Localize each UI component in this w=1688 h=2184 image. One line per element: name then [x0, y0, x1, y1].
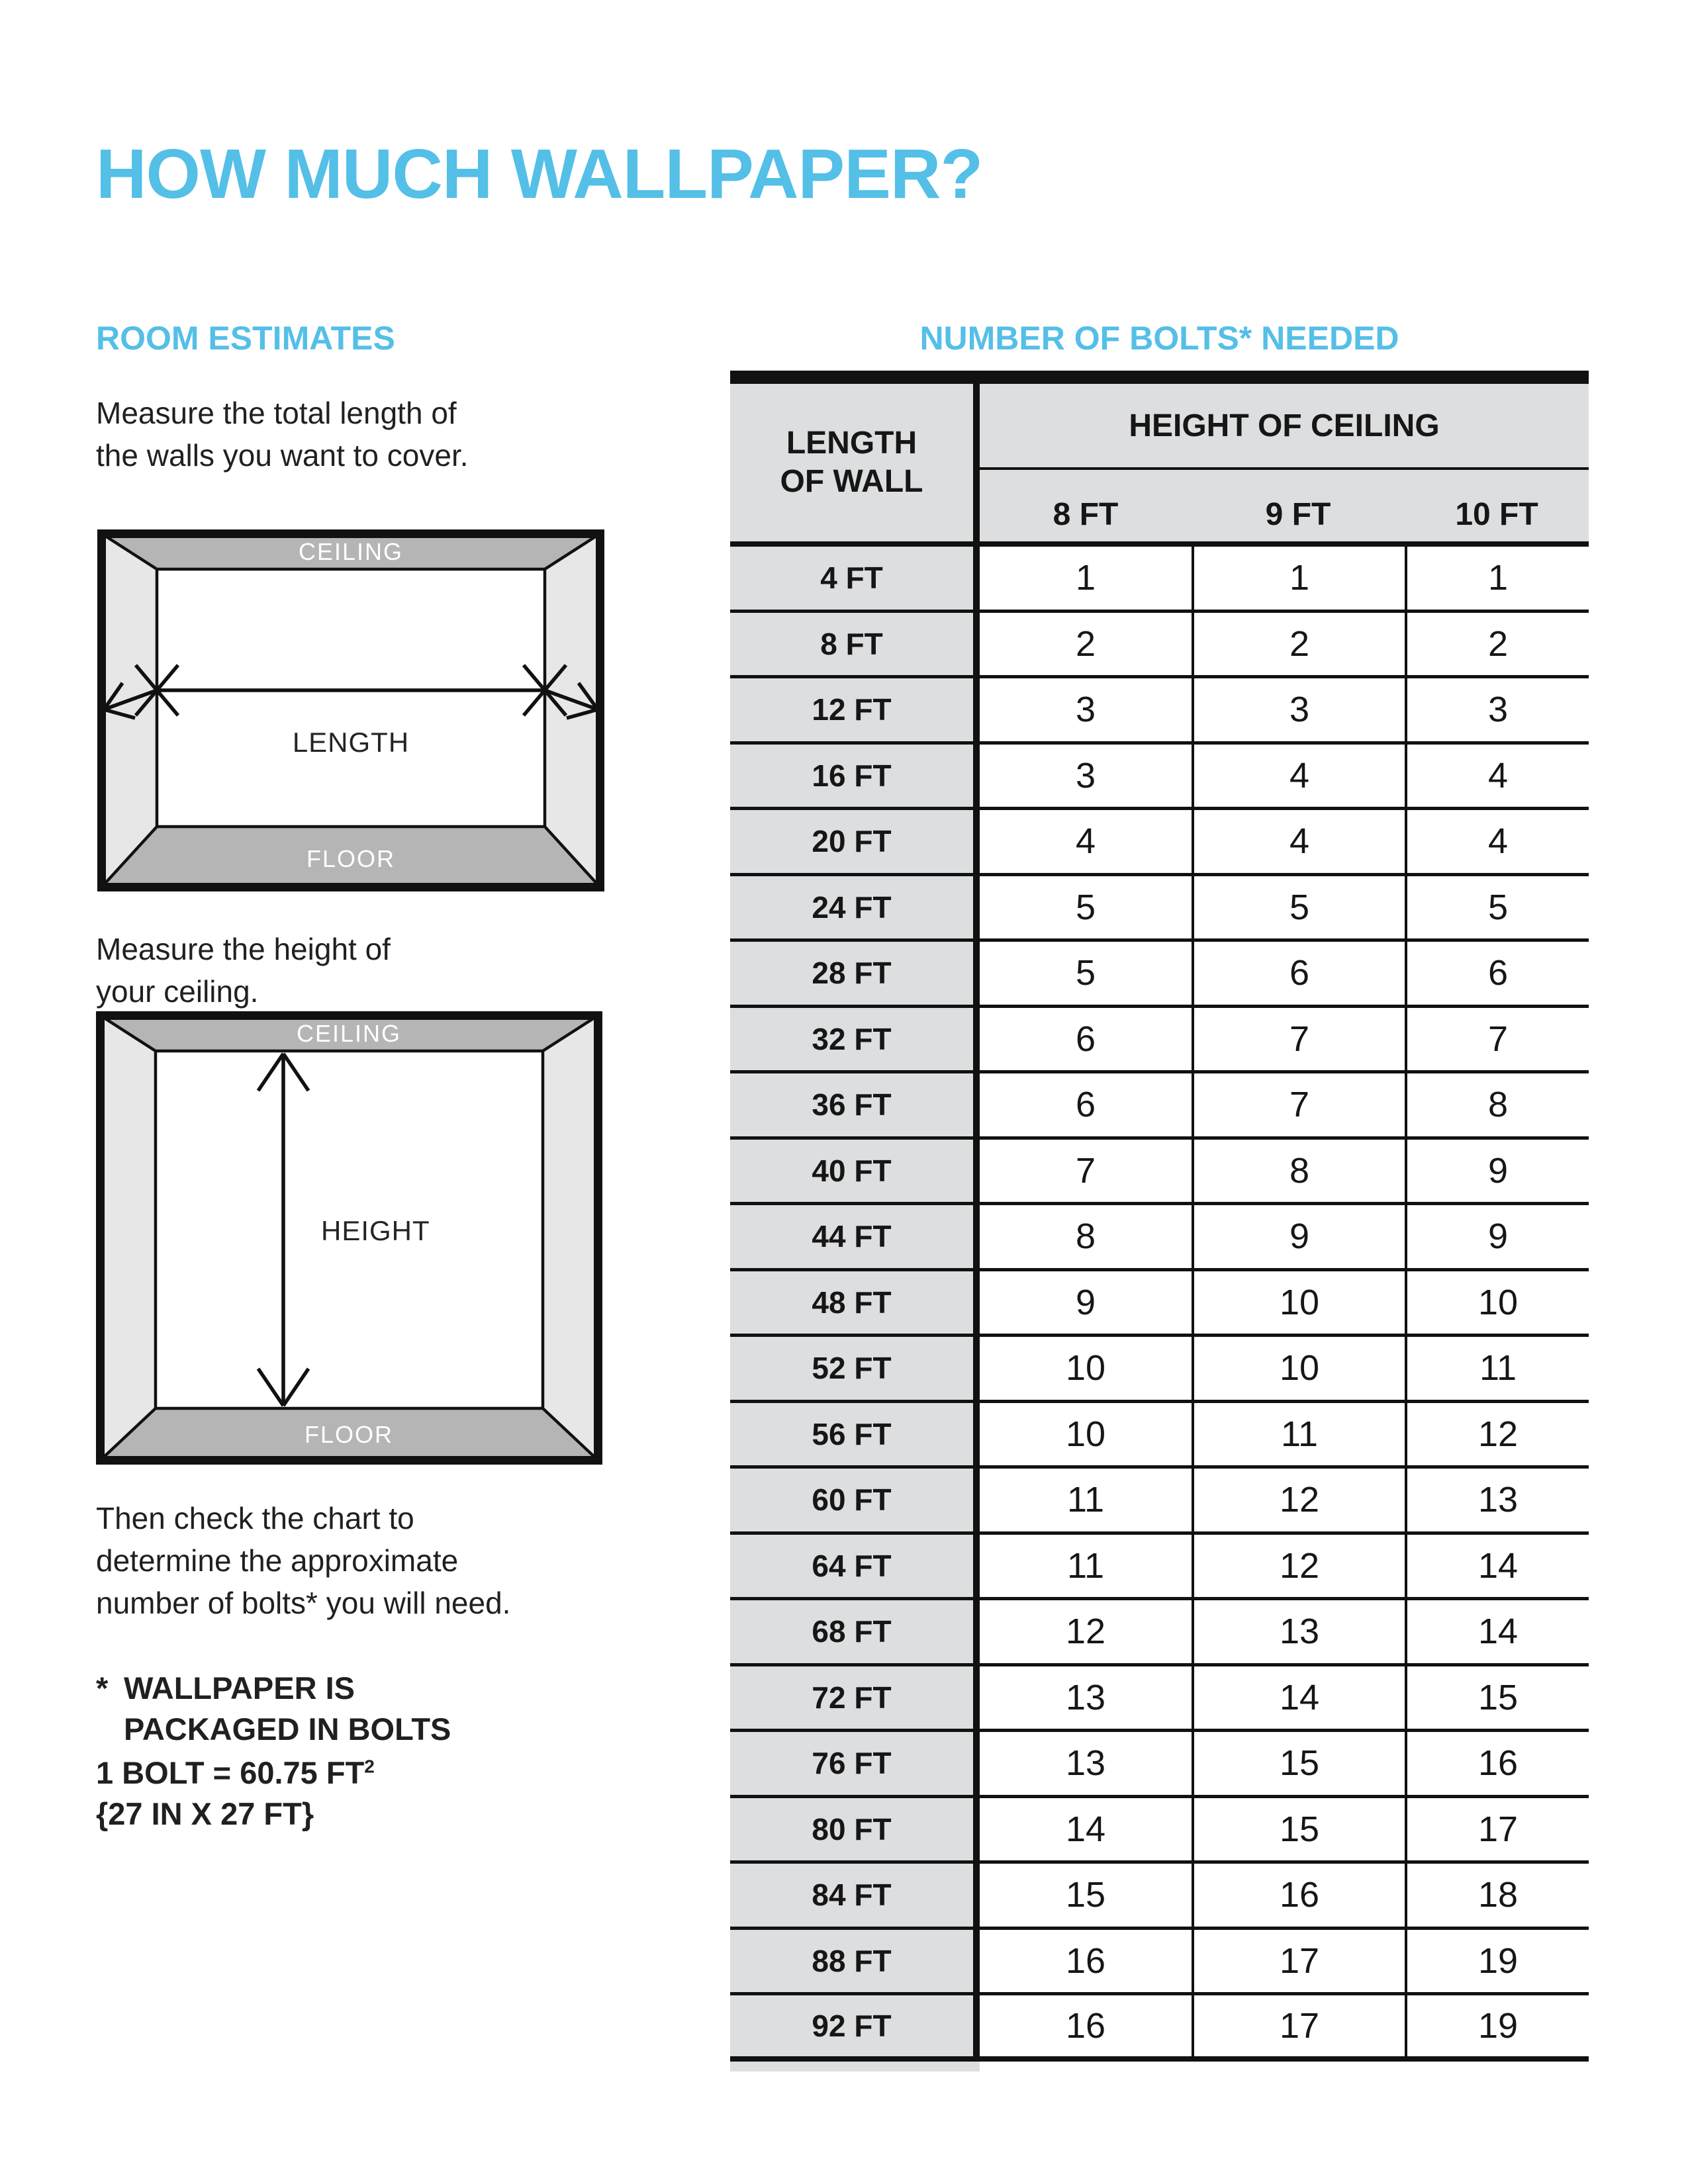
footnote-text — [124, 1668, 451, 1750]
cell-8ft: 5 — [1075, 887, 1096, 927]
table-row — [730, 1798, 1589, 1864]
cell-8ft: 10 — [1065, 1348, 1106, 1388]
cell-10ft: 10 — [1405, 1271, 1589, 1334]
cell-10ft: 12 — [1405, 1403, 1589, 1466]
table-row — [730, 1140, 1589, 1206]
paragraph-line: number of bolts* you will need. — [96, 1586, 511, 1620]
length-label: LENGTH — [292, 727, 410, 758]
table-row — [730, 1864, 1589, 1930]
row-label: 16 FT — [730, 745, 980, 807]
ceiling-label: CEILING — [298, 538, 404, 565]
cell-10ft: 15 — [1405, 1666, 1589, 1729]
table-row — [730, 1666, 1589, 1733]
table-row — [730, 1469, 1589, 1535]
cell-10ft: 2 — [1405, 613, 1589, 676]
cell-9ft: 10 — [1192, 1337, 1405, 1400]
ceiling-label: CEILING — [296, 1020, 402, 1047]
table-row — [730, 876, 1589, 942]
bolts-needed-heading: NUMBER OF BOLTS* NEEDED — [919, 320, 1399, 357]
superscript-2: 2 — [364, 1756, 375, 1777]
cell-10ft: 6 — [1405, 942, 1589, 1005]
cell-9ft: 4 — [1192, 810, 1405, 873]
paragraph-line: Measure the total length of — [96, 396, 457, 430]
cell-9ft: 14 — [1192, 1666, 1405, 1729]
header-line: LENGTH — [786, 426, 917, 461]
cell-8ft: 4 — [1075, 821, 1096, 862]
table-row — [730, 745, 1589, 811]
length-of-wall-header — [730, 384, 980, 541]
row-label: 4 FT — [730, 547, 980, 610]
cell-8ft: 13 — [1065, 1743, 1106, 1784]
asterisk: * — [96, 1670, 109, 1706]
cell-10ft: 4 — [1405, 745, 1589, 807]
table-row — [730, 1535, 1589, 1601]
cell-9ft: 16 — [1192, 1864, 1405, 1927]
paragraph-line: determine the approximate — [96, 1543, 459, 1578]
table-row — [730, 1337, 1589, 1403]
footnote-line: WALLPAPER IS — [124, 1670, 355, 1706]
cell-8ft: 11 — [1066, 1545, 1105, 1586]
floor-label: FLOOR — [306, 845, 396, 872]
table-row — [730, 1930, 1589, 1996]
cell-10ft: 1 — [1405, 547, 1589, 610]
room-height-diagram — [96, 1011, 602, 1465]
row-label: 76 FT — [730, 1732, 980, 1795]
right-wall-surface — [543, 1015, 598, 1461]
column-header-10ft: 10 FT — [1455, 496, 1538, 532]
cell-10ft: 11 — [1405, 1337, 1589, 1400]
table-bottom-tab — [730, 2062, 980, 2071]
row-label: 72 FT — [730, 1666, 980, 1729]
cell-10ft: 4 — [1405, 810, 1589, 873]
row-label: 32 FT — [730, 1008, 980, 1071]
cell-9ft: 5 — [1192, 876, 1405, 939]
table-body — [730, 547, 1589, 2062]
cell-9ft: 12 — [1192, 1535, 1405, 1598]
cell-8ft: 10 — [1065, 1414, 1106, 1454]
table-row — [730, 942, 1589, 1008]
row-label: 80 FT — [730, 1798, 980, 1861]
cell-9ft: 2 — [1192, 613, 1405, 676]
row-label: 24 FT — [730, 876, 980, 939]
cell-8ft: 14 — [1065, 1809, 1106, 1849]
row-label: 88 FT — [730, 1930, 980, 1993]
cell-9ft: 8 — [1192, 1140, 1405, 1203]
measure-height-paragraph — [96, 928, 391, 1013]
cell-9ft: 17 — [1192, 1995, 1405, 2056]
table-header — [730, 384, 1589, 547]
cell-8ft: 8 — [1075, 1216, 1096, 1257]
table-row — [730, 678, 1589, 745]
table-row — [730, 1995, 1589, 2062]
bolt-equation: 1 BOLT = 60.75 $FT^2$ — [96, 1755, 375, 1790]
back-wall — [157, 569, 545, 827]
row-label: 8 FT — [730, 613, 980, 676]
cell-9ft: 7 — [1192, 1073, 1405, 1136]
cell-8ft: 6 — [1075, 1085, 1096, 1125]
cell-10ft: 14 — [1405, 1535, 1589, 1598]
cell-9ft: 10 — [1192, 1271, 1405, 1334]
cell-10ft: 5 — [1405, 876, 1589, 939]
cell-10ft: 16 — [1405, 1732, 1589, 1795]
table-row — [730, 1732, 1589, 1798]
table-row — [730, 810, 1589, 876]
cell-9ft: 4 — [1192, 745, 1405, 807]
paragraph-line: the walls you want to cover. — [96, 438, 469, 473]
cell-9ft: 15 — [1192, 1798, 1405, 1861]
column-headers-row — [980, 470, 1589, 541]
cell-9ft: 13 — [1192, 1600, 1405, 1663]
cell-10ft: 7 — [1405, 1008, 1589, 1071]
cell-9ft: 7 — [1192, 1008, 1405, 1071]
cell-8ft: 9 — [1075, 1282, 1096, 1322]
row-label: 60 FT — [730, 1469, 980, 1531]
cell-10ft: 17 — [1405, 1798, 1589, 1861]
row-label: 68 FT — [730, 1600, 980, 1663]
cell-8ft: 3 — [1075, 690, 1096, 730]
cell-8ft: 7 — [1075, 1150, 1096, 1191]
cell-10ft: 19 — [1405, 1995, 1589, 2056]
cell-10ft: 9 — [1405, 1140, 1589, 1203]
left-wall-surface — [100, 1015, 156, 1461]
bolt-dimensions: {27 IN X 27 FT} — [96, 1796, 314, 1831]
bolts-footnote — [96, 1668, 451, 1750]
cell-8ft: 11 — [1066, 1480, 1105, 1520]
cell-9ft: 12 — [1192, 1469, 1405, 1531]
row-label: 44 FT — [730, 1205, 980, 1268]
room-estimates-heading: ROOM ESTIMATES — [96, 320, 395, 357]
footnote-line: PACKAGED IN BOLTS — [124, 1711, 451, 1747]
table-top-border — [730, 371, 1589, 384]
cell-10ft: 8 — [1405, 1073, 1589, 1136]
column-header-8ft: 8 FT — [1053, 496, 1119, 532]
row-label: 56 FT — [730, 1403, 980, 1466]
paragraph-line: Measure the height of — [96, 932, 391, 966]
cell-8ft: 12 — [1065, 1612, 1106, 1652]
table-row — [730, 1403, 1589, 1469]
page-title: HOW MUCH WALLPAPER? — [96, 135, 983, 214]
header-line: OF WALL — [780, 464, 923, 499]
cell-9ft: 1 — [1192, 547, 1405, 610]
cell-8ft: 16 — [1065, 1940, 1106, 1981]
table-row — [730, 1205, 1589, 1271]
cell-10ft: 9 — [1405, 1205, 1589, 1268]
paragraph-line: Then check the chart to — [96, 1501, 414, 1535]
row-label: 12 FT — [730, 678, 980, 741]
row-label: 36 FT — [730, 1073, 980, 1136]
row-label: 48 FT — [730, 1271, 980, 1334]
cell-8ft: 16 — [1065, 2005, 1106, 2046]
cell-8ft: 2 — [1075, 623, 1096, 664]
cell-10ft: 13 — [1405, 1469, 1589, 1531]
height-label: HEIGHT — [321, 1215, 430, 1246]
floor-label: FLOOR — [304, 1421, 394, 1448]
row-label: 40 FT — [730, 1140, 980, 1203]
cell-10ft: 14 — [1405, 1600, 1589, 1663]
row-label: 84 FT — [730, 1864, 980, 1927]
cell-8ft: 1 — [1075, 558, 1096, 598]
row-label: 28 FT — [730, 942, 980, 1005]
cell-8ft: 15 — [1065, 1875, 1106, 1915]
room-length-diagram — [97, 529, 604, 891]
row-label: 92 FT — [730, 1995, 980, 2056]
cell-9ft: 17 — [1192, 1930, 1405, 1993]
table-row — [730, 547, 1589, 613]
cell-8ft: 6 — [1075, 1019, 1096, 1059]
cell-9ft: 11 — [1192, 1403, 1405, 1466]
ceiling-header-group — [980, 384, 1589, 541]
table-row — [730, 1008, 1589, 1074]
cell-10ft: 18 — [1405, 1864, 1589, 1927]
cell-9ft: 9 — [1192, 1205, 1405, 1268]
table-row — [730, 1600, 1589, 1666]
cell-10ft: 3 — [1405, 678, 1589, 741]
measure-length-paragraph — [96, 392, 469, 477]
cell-8ft: 5 — [1075, 953, 1096, 993]
bolt-size-info — [96, 1752, 375, 1835]
row-label: 52 FT — [730, 1337, 980, 1400]
check-chart-paragraph — [96, 1497, 510, 1624]
bolts-table — [730, 371, 1589, 2071]
cell-9ft: 6 — [1192, 942, 1405, 1005]
paragraph-line: your ceiling. — [96, 974, 259, 1009]
cell-10ft: 19 — [1405, 1930, 1589, 1993]
cell-8ft: 13 — [1065, 1677, 1106, 1717]
cell-9ft: 3 — [1192, 678, 1405, 741]
table-row — [730, 1073, 1589, 1140]
cell-9ft: 15 — [1192, 1732, 1405, 1795]
column-header-9ft: 9 FT — [1265, 496, 1331, 532]
row-label: 64 FT — [730, 1535, 980, 1598]
table-row — [730, 1271, 1589, 1338]
height-of-ceiling-header: HEIGHT OF CEILING — [980, 384, 1589, 470]
table-row — [730, 613, 1589, 679]
cell-8ft: 3 — [1075, 755, 1096, 796]
row-label: 20 FT — [730, 810, 980, 873]
